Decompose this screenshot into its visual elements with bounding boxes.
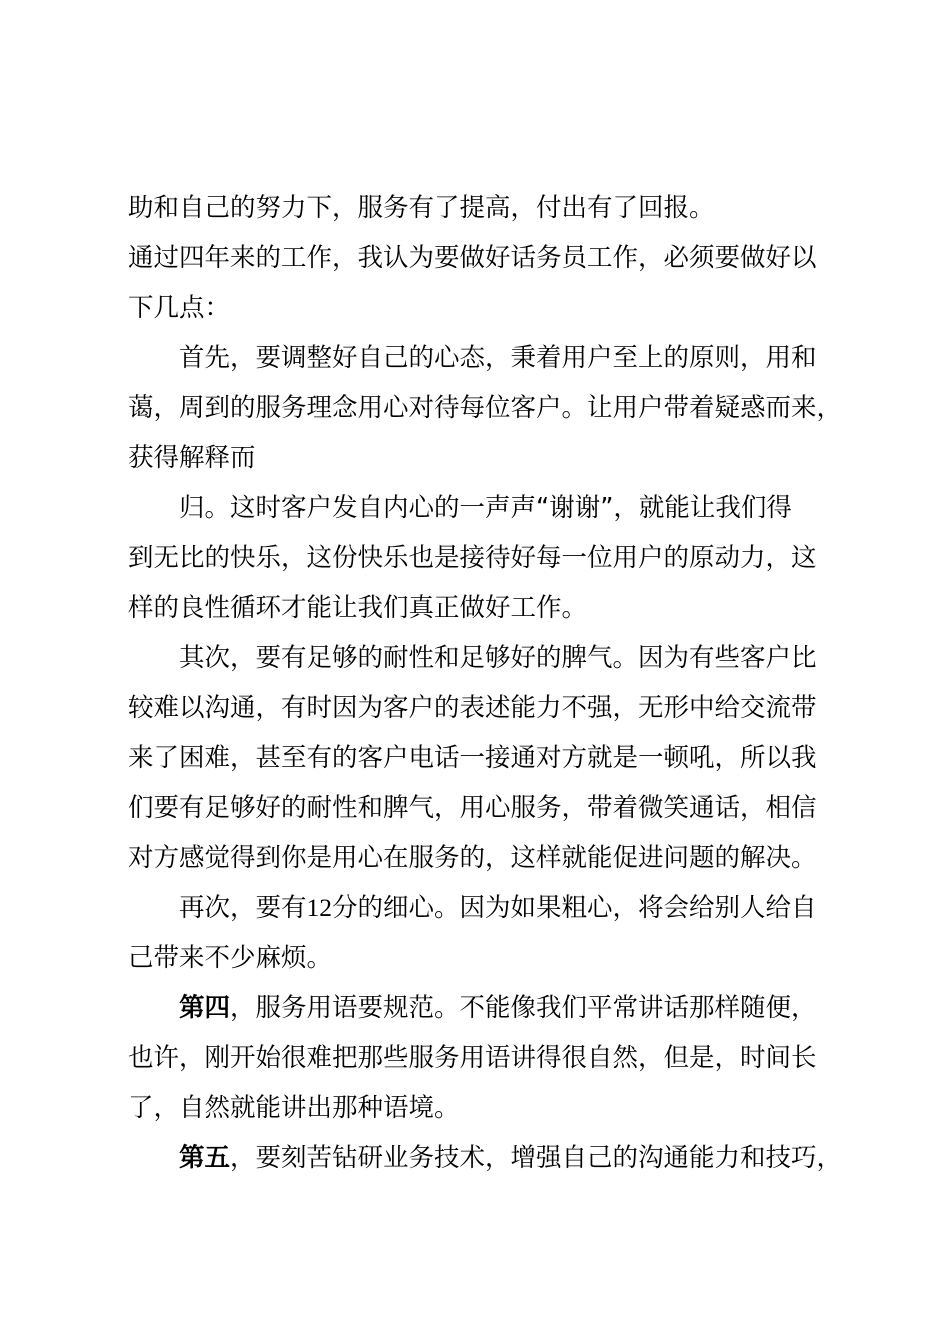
section-label-fourth: 第四 bbox=[179, 993, 231, 1023]
paragraph-line: 归。这时客户发自内心的一声声“谢谢”，就能让我们得 bbox=[179, 493, 792, 523]
paragraph-line: 们要有足够好的耐性和脾气，用心服务，带着微笑通话，相信 bbox=[128, 793, 817, 823]
paragraph-line: 对方感觉得到你是用心在服务的，这样就能促进问题的解决。 bbox=[128, 843, 817, 873]
paragraph-line bbox=[128, 983, 858, 1033]
line-text: 再次，要有 bbox=[179, 893, 307, 923]
paragraph-line: 通过四年来的工作，我认为要做好话务员工作，必须要做好以 bbox=[128, 243, 817, 273]
paragraph-line: 样的良性循环才能让我们真正做好工作。 bbox=[128, 593, 588, 623]
paragraph-line: 也许，刚开始很难把那些服务用语讲得很自然，但是，时间长 bbox=[128, 1043, 817, 1073]
section-label-fifth: 第五 bbox=[179, 1143, 231, 1173]
paragraph-line: 助和自己的努力下，服务有了提高，付出有了回报。 bbox=[128, 193, 715, 223]
paragraph-line bbox=[128, 1133, 858, 1183]
paragraph-line: 来了困难，甚至有的客户电话一接通对方就是一顿吼，所以我 bbox=[128, 743, 817, 773]
paragraph-line: 较难以沟通，有时因为客户的表述能力不强，无形中给交流带 bbox=[128, 693, 817, 723]
paragraph-line: 到无比的快乐，这份快乐也是接待好每一位用户的原动力，这 bbox=[128, 543, 817, 573]
line-text: ，要刻苦钻研业务技术，增强自己的沟通能力和技巧， bbox=[230, 1143, 843, 1173]
number-text: 12 bbox=[306, 893, 333, 922]
paragraph-line: 己带来不少麻烦。 bbox=[128, 943, 333, 973]
document-body bbox=[128, 183, 858, 1183]
line-text: ，服务用语要规范。不能像我们平常讲话那样随便， bbox=[230, 993, 817, 1023]
line-text: 分的细心。因为如果粗心，将会给别人给自 bbox=[332, 893, 817, 923]
paragraph-line: 下几点： bbox=[128, 293, 231, 323]
paragraph-line: 蔼，周到的服务理念用心对待每位客户。让用户带着疑惑而来， bbox=[128, 393, 843, 423]
paragraph-line: 其次，要有足够的耐性和足够好的脾气。因为有些客户比 bbox=[179, 643, 817, 673]
paragraph-line: 了，自然就能讲出那种语境。 bbox=[128, 1093, 460, 1123]
paragraph-line: 获得解释而 bbox=[128, 443, 256, 473]
paragraph-line: 首先，要调整好自己的心态，秉着用户至上的原则，用和 bbox=[179, 343, 817, 373]
paragraph-line bbox=[128, 883, 858, 933]
